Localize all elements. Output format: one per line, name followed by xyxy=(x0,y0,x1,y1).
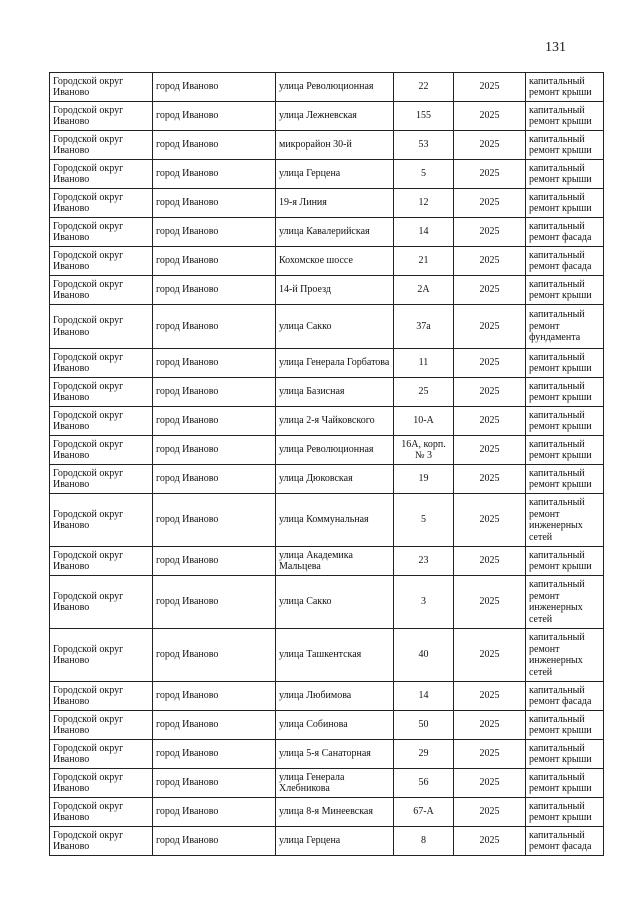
city-cell: город Иваново xyxy=(153,305,276,349)
street-cell: улица 8-я Минеевская xyxy=(276,798,394,827)
street-cell: улица Академика Мальцева xyxy=(276,547,394,576)
table-row xyxy=(50,494,604,547)
work-type-cell: капитальный ремонт фундамента xyxy=(526,305,604,349)
table-row xyxy=(50,436,604,465)
street-cell: улица Собинова xyxy=(276,711,394,740)
work-type-cell: капитальный ремонт крыши xyxy=(526,131,604,160)
district-cell: Городской округ Иваново xyxy=(50,465,153,494)
year-cell: 2025 xyxy=(454,349,526,378)
district-cell: Городской округ Иваново xyxy=(50,798,153,827)
year-cell: 2025 xyxy=(454,378,526,407)
table-row xyxy=(50,407,604,436)
year-cell: 2025 xyxy=(454,189,526,218)
street-cell: улица 2-я Чайковского xyxy=(276,407,394,436)
city-cell: город Иваново xyxy=(153,798,276,827)
city-cell: город Иваново xyxy=(153,378,276,407)
street-cell: Кохомское шоссе xyxy=(276,247,394,276)
table-row xyxy=(50,711,604,740)
work-type-cell: капитальный ремонт крыши xyxy=(526,436,604,465)
table-row xyxy=(50,465,604,494)
table-row xyxy=(50,349,604,378)
table-row xyxy=(50,305,604,349)
district-cell: Городской округ Иваново xyxy=(50,407,153,436)
table-row xyxy=(50,576,604,629)
work-type-cell: капитальный ремонт крыши xyxy=(526,547,604,576)
year-cell: 2025 xyxy=(454,160,526,189)
city-cell: город Иваново xyxy=(153,436,276,465)
district-cell: Городской округ Иваново xyxy=(50,349,153,378)
district-cell: Городской округ Иваново xyxy=(50,436,153,465)
house-cell: 21 xyxy=(394,247,454,276)
street-cell: улица Дюковская xyxy=(276,465,394,494)
year-cell: 2025 xyxy=(454,576,526,629)
repair-registry-table xyxy=(49,72,604,856)
house-cell: 53 xyxy=(394,131,454,160)
district-cell: Городской округ Иваново xyxy=(50,711,153,740)
work-type-cell: капитальный ремонт фасада xyxy=(526,827,604,856)
work-type-cell: капитальный ремонт крыши xyxy=(526,276,604,305)
district-cell: Городской округ Иваново xyxy=(50,740,153,769)
street-cell: 14-й Проезд xyxy=(276,276,394,305)
district-cell: Городской округ Иваново xyxy=(50,576,153,629)
district-cell: Городской округ Иваново xyxy=(50,494,153,547)
table-row xyxy=(50,629,604,682)
city-cell: город Иваново xyxy=(153,102,276,131)
district-cell: Городской округ Иваново xyxy=(50,378,153,407)
city-cell: город Иваново xyxy=(153,276,276,305)
table-row xyxy=(50,218,604,247)
year-cell: 2025 xyxy=(454,305,526,349)
year-cell: 2025 xyxy=(454,276,526,305)
year-cell: 2025 xyxy=(454,547,526,576)
table-row xyxy=(50,189,604,218)
work-type-cell: капитальный ремонт крыши xyxy=(526,160,604,189)
registry-body xyxy=(50,73,604,856)
district-cell: Городской округ Иваново xyxy=(50,547,153,576)
work-type-cell: капитальный ремонт крыши xyxy=(526,378,604,407)
year-cell: 2025 xyxy=(454,465,526,494)
work-type-cell: капитальный ремонт фасада xyxy=(526,247,604,276)
table-row xyxy=(50,247,604,276)
house-cell: 12 xyxy=(394,189,454,218)
work-type-cell: капитальный ремонт крыши xyxy=(526,711,604,740)
district-cell: Городской округ Иваново xyxy=(50,305,153,349)
street-cell: улица Герцена xyxy=(276,160,394,189)
house-cell: 50 xyxy=(394,711,454,740)
house-cell: 19 xyxy=(394,465,454,494)
city-cell: город Иваново xyxy=(153,189,276,218)
city-cell: город Иваново xyxy=(153,494,276,547)
year-cell: 2025 xyxy=(454,218,526,247)
table-row xyxy=(50,547,604,576)
district-cell: Городской округ Иваново xyxy=(50,629,153,682)
page-number: 131 xyxy=(545,40,566,55)
district-cell: Городской округ Иваново xyxy=(50,189,153,218)
house-cell: 5 xyxy=(394,160,454,189)
street-cell: улица Генерала Хлебникова xyxy=(276,769,394,798)
street-cell: микрорайон 30-й xyxy=(276,131,394,160)
year-cell: 2025 xyxy=(454,494,526,547)
city-cell: город Иваново xyxy=(153,160,276,189)
street-cell: улица Сакко xyxy=(276,576,394,629)
house-cell: 14 xyxy=(394,682,454,711)
city-cell: город Иваново xyxy=(153,407,276,436)
table-row xyxy=(50,73,604,102)
street-cell: улица Любимова xyxy=(276,682,394,711)
year-cell: 2025 xyxy=(454,769,526,798)
house-cell: 40 xyxy=(394,629,454,682)
year-cell: 2025 xyxy=(454,131,526,160)
house-cell: 23 xyxy=(394,547,454,576)
district-cell: Городской округ Иваново xyxy=(50,218,153,247)
district-cell: Городской округ Иваново xyxy=(50,682,153,711)
district-cell: Городской округ Иваново xyxy=(50,827,153,856)
city-cell: город Иваново xyxy=(153,711,276,740)
table-row xyxy=(50,378,604,407)
work-type-cell: капитальный ремонт фасада xyxy=(526,218,604,247)
work-type-cell: капитальный ремонт крыши xyxy=(526,407,604,436)
house-cell: 56 xyxy=(394,769,454,798)
district-cell: Городской округ Иваново xyxy=(50,247,153,276)
district-cell: Городской округ Иваново xyxy=(50,276,153,305)
house-cell: 14 xyxy=(394,218,454,247)
year-cell: 2025 xyxy=(454,711,526,740)
street-cell: улица Революционная xyxy=(276,436,394,465)
year-cell: 2025 xyxy=(454,798,526,827)
year-cell: 2025 xyxy=(454,827,526,856)
street-cell: улица Герцена xyxy=(276,827,394,856)
table-row xyxy=(50,131,604,160)
city-cell: город Иваново xyxy=(153,73,276,102)
table-row xyxy=(50,276,604,305)
house-cell: 11 xyxy=(394,349,454,378)
work-type-cell: капитальный ремонт крыши xyxy=(526,798,604,827)
district-cell: Городской округ Иваново xyxy=(50,160,153,189)
table-row xyxy=(50,160,604,189)
street-cell: улица 5-я Санаторная xyxy=(276,740,394,769)
year-cell: 2025 xyxy=(454,102,526,131)
house-cell: 16А, корп. № 3 xyxy=(394,436,454,465)
work-type-cell: капитальный ремонт инженерных сетей xyxy=(526,494,604,547)
house-cell: 29 xyxy=(394,740,454,769)
street-cell: улица Сакко xyxy=(276,305,394,349)
table-row xyxy=(50,102,604,131)
year-cell: 2025 xyxy=(454,73,526,102)
table-row xyxy=(50,682,604,711)
city-cell: город Иваново xyxy=(153,349,276,378)
work-type-cell: капитальный ремонт инженерных сетей xyxy=(526,629,604,682)
work-type-cell: капитальный ремонт крыши xyxy=(526,769,604,798)
table-row xyxy=(50,827,604,856)
work-type-cell: капитальный ремонт инженерных сетей xyxy=(526,576,604,629)
district-cell: Городской округ Иваново xyxy=(50,769,153,798)
city-cell: город Иваново xyxy=(153,247,276,276)
city-cell: город Иваново xyxy=(153,682,276,711)
house-cell: 155 xyxy=(394,102,454,131)
year-cell: 2025 xyxy=(454,247,526,276)
city-cell: город Иваново xyxy=(153,769,276,798)
city-cell: город Иваново xyxy=(153,740,276,769)
house-cell: 3 xyxy=(394,576,454,629)
city-cell: город Иваново xyxy=(153,218,276,247)
street-cell: улица Революционная xyxy=(276,73,394,102)
street-cell: улица Генерала Горбатова xyxy=(276,349,394,378)
work-type-cell: капитальный ремонт крыши xyxy=(526,349,604,378)
house-cell: 5 xyxy=(394,494,454,547)
house-cell: 25 xyxy=(394,378,454,407)
house-cell: 37а xyxy=(394,305,454,349)
house-cell: 67-А xyxy=(394,798,454,827)
city-cell: город Иваново xyxy=(153,131,276,160)
work-type-cell: капитальный ремонт крыши xyxy=(526,102,604,131)
street-cell: улица Ташкентская xyxy=(276,629,394,682)
work-type-cell: капитальный ремонт крыши xyxy=(526,740,604,769)
work-type-cell: капитальный ремонт фасада xyxy=(526,682,604,711)
street-cell: улица Базисная xyxy=(276,378,394,407)
street-cell: 19-я Линия xyxy=(276,189,394,218)
district-cell: Городской округ Иваново xyxy=(50,131,153,160)
house-cell: 2А xyxy=(394,276,454,305)
year-cell: 2025 xyxy=(454,436,526,465)
district-cell: Городской округ Иваново xyxy=(50,102,153,131)
city-cell: город Иваново xyxy=(153,465,276,494)
house-cell: 8 xyxy=(394,827,454,856)
year-cell: 2025 xyxy=(454,629,526,682)
district-cell: Городской округ Иваново xyxy=(50,73,153,102)
year-cell: 2025 xyxy=(454,682,526,711)
city-cell: город Иваново xyxy=(153,827,276,856)
house-cell: 10-А xyxy=(394,407,454,436)
street-cell: улица Кавалерийская xyxy=(276,218,394,247)
table-row xyxy=(50,769,604,798)
table-row xyxy=(50,798,604,827)
street-cell: улица Лежневская xyxy=(276,102,394,131)
city-cell: город Иваново xyxy=(153,547,276,576)
work-type-cell: капитальный ремонт крыши xyxy=(526,465,604,494)
work-type-cell: капитальный ремонт крыши xyxy=(526,189,604,218)
city-cell: город Иваново xyxy=(153,629,276,682)
street-cell: улица Коммунальная xyxy=(276,494,394,547)
year-cell: 2025 xyxy=(454,740,526,769)
year-cell: 2025 xyxy=(454,407,526,436)
house-cell: 22 xyxy=(394,73,454,102)
table-row xyxy=(50,740,604,769)
work-type-cell: капитальный ремонт крыши xyxy=(526,73,604,102)
city-cell: город Иваново xyxy=(153,576,276,629)
